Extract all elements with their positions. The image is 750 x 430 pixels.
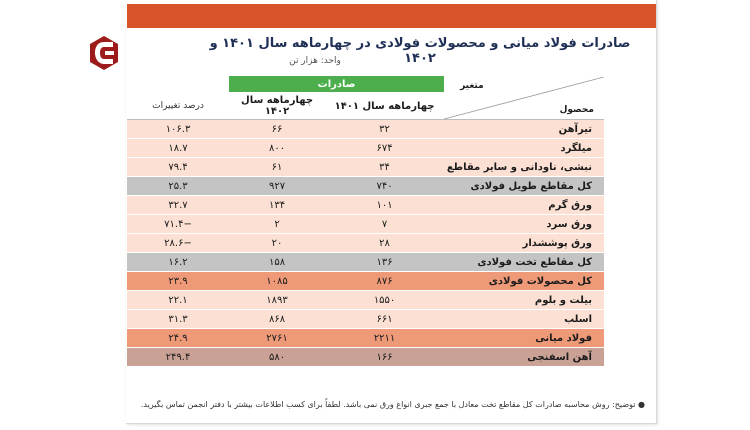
product-name-cell: کل مقاطع تخت فولادی bbox=[444, 253, 604, 272]
pct-change-cell: ۱۰۶.۳ bbox=[127, 120, 229, 139]
table-row bbox=[127, 215, 604, 234]
product-name-cell: آهن اسفنجی bbox=[444, 348, 604, 367]
value-1402-cell: ۱۸۹۳ bbox=[229, 291, 325, 310]
table-row bbox=[127, 310, 604, 329]
value-1402-cell: ۱۵۸ bbox=[229, 253, 325, 272]
table-row bbox=[127, 272, 604, 291]
value-1401-cell: ۷۴۰ bbox=[325, 177, 444, 196]
value-1402-cell: ۸۰۰ bbox=[229, 139, 325, 158]
product-name-cell: اسلب bbox=[444, 310, 604, 329]
value-1401-cell: ۷ bbox=[325, 215, 444, 234]
value-1401-cell: ۳۴ bbox=[325, 158, 444, 177]
col-pct-header: درصد تغییرات bbox=[127, 93, 229, 120]
pct-change-cell: ۳۱.۳ bbox=[127, 310, 229, 329]
value-1401-cell: ۱۰۱ bbox=[325, 196, 444, 215]
pct-change-cell: ۲۲.۱ bbox=[127, 291, 229, 310]
product-name-cell: فولاد میانی bbox=[444, 329, 604, 348]
pct-change-cell: −۲۸.۶ bbox=[127, 234, 229, 253]
pct-change-cell: ۲۴۹.۴ bbox=[127, 348, 229, 367]
value-1402-cell: ۵۸۰ bbox=[229, 348, 325, 367]
variable-label: متغیر bbox=[460, 80, 484, 91]
value-1401-cell: ۱۶۶ bbox=[325, 348, 444, 367]
product-label: محصول bbox=[559, 104, 594, 115]
table-row bbox=[127, 329, 604, 348]
table-row bbox=[127, 196, 604, 215]
table-row bbox=[127, 139, 604, 158]
value-1402-cell: ۶۶ bbox=[229, 120, 325, 139]
value-1401-cell: ۶۶۱ bbox=[325, 310, 444, 329]
table-row bbox=[127, 158, 604, 177]
value-1401-cell: ۶۷۴ bbox=[325, 139, 444, 158]
value-1401-cell: ۱۳۶ bbox=[325, 253, 444, 272]
col-1401-header: چهارماهه سال ۱۴۰۱ bbox=[325, 93, 444, 120]
product-name-cell: ورق پوششدار bbox=[444, 234, 604, 253]
footnote: ● توضیح: روش محاسبه صادرات کل مقاطع تخت معادل با جمع جبری انواع ورق نمی باشد. لطفاً برای کسب اطلاعات بیشتر با دفتر انجمن تماس بگیرید. bbox=[140, 400, 645, 409]
value-1402-cell: ۱۳۴ bbox=[229, 196, 325, 215]
table-row bbox=[127, 291, 604, 310]
value-1401-cell: ۲۲۱۱ bbox=[325, 329, 444, 348]
product-name-cell: بیلت و بلوم bbox=[444, 291, 604, 310]
value-1401-cell: ۱۵۵۰ bbox=[325, 291, 444, 310]
value-1401-cell: ۸۷۶ bbox=[325, 272, 444, 291]
product-name-cell: میلگرد bbox=[444, 139, 604, 158]
unit-label: واحد: هزار تن bbox=[289, 56, 341, 66]
table-row bbox=[127, 348, 604, 367]
value-1402-cell: ۹۲۷ bbox=[229, 177, 325, 196]
exports-group-header: صادرات bbox=[229, 76, 444, 93]
blank-header-cell bbox=[127, 76, 229, 93]
logo-icon bbox=[87, 34, 121, 72]
product-name-cell: کل مقاطع طویل فولادی bbox=[444, 177, 604, 196]
pct-change-cell: ۳۲.۷ bbox=[127, 196, 229, 215]
product-name-cell: تیرآهن bbox=[444, 120, 604, 139]
pct-change-cell: −۷۱.۴ bbox=[127, 215, 229, 234]
value-1402-cell: ۲۷۶۱ bbox=[229, 329, 325, 348]
value-1402-cell: ۸۶۸ bbox=[229, 310, 325, 329]
table-row bbox=[127, 177, 604, 196]
value-1402-cell: ۲۰ bbox=[229, 234, 325, 253]
product-name-cell: کل محصولات فولادی bbox=[444, 272, 604, 291]
corner-cell bbox=[444, 76, 604, 120]
table-row bbox=[127, 253, 604, 272]
value-1402-cell: ۱۰۸۵ bbox=[229, 272, 325, 291]
value-1401-cell: ۲۸ bbox=[325, 234, 444, 253]
header-group-row bbox=[127, 76, 604, 93]
value-1401-cell: ۳۲ bbox=[325, 120, 444, 139]
col-1402-header: چهارماهه سال ۱۴۰۲ bbox=[229, 93, 325, 120]
pct-change-cell: ۲۴.۹ bbox=[127, 329, 229, 348]
pct-change-cell: ۷۹.۴ bbox=[127, 158, 229, 177]
value-1402-cell: ۶۱ bbox=[229, 158, 325, 177]
product-name-cell: ورق سرد bbox=[444, 215, 604, 234]
table-row bbox=[127, 120, 604, 139]
table-row bbox=[127, 234, 604, 253]
product-name-cell: نبشی، ناودانی و سایر مقاطع bbox=[444, 158, 604, 177]
export-table bbox=[127, 76, 604, 367]
pct-change-cell: ۱۸.۷ bbox=[127, 139, 229, 158]
page-title: صادرات فولاد میانی و محصولات فولادی در چهارماهه سال ۱۴۰۱ و ۱۴۰۲ bbox=[209, 36, 631, 66]
pct-change-cell: ۲۵.۳ bbox=[127, 177, 229, 196]
product-name-cell: ورق گرم bbox=[444, 196, 604, 215]
pct-change-cell: ۱۶.۲ bbox=[127, 253, 229, 272]
pct-change-cell: ۲۳.۹ bbox=[127, 272, 229, 291]
value-1402-cell: ۲ bbox=[229, 215, 325, 234]
top-banner bbox=[127, 4, 656, 28]
